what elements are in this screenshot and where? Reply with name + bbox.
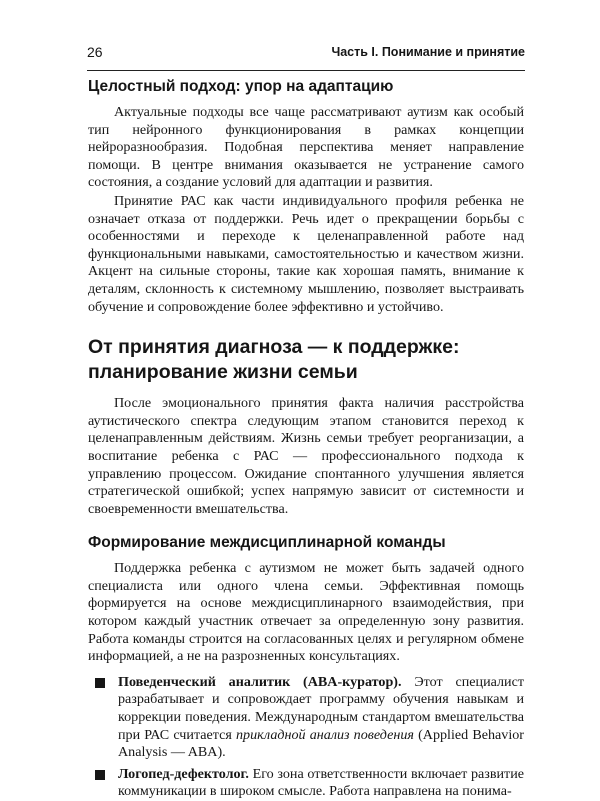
page-content <box>88 76 524 801</box>
list-item: Логопед-дефектолог. Его зона ответственности включает развитие коммуникации в широком смысле. Работа направлена на понима- <box>88 766 524 801</box>
paragraph: После эмоционального принятия факта наличия расстройства аутистического спектра следующим этапом становится переход к целенаправленным действиям. Жизнь семьи требует реорганизации, а воспитание ребенка с РАС — профессионального подхода к управлению процессом. Ожидание спонтанного улучшения является стратегической ошибкой; успех напрямую зависит от системности и своевременности вмешательства. <box>88 395 524 517</box>
paragraph: Принятие РАС как части индивидуального профиля ребенка не означает отказа от поддержки. Речь идет о прекращении борьбы с особенностями и переходе к целенаправленной работе над функциональными навыками, самостоятельностью и качеством жизни. Акцент на сильные стороны, такие как хорошая память, внимание к деталям, склонность к системному мышлению, позволяет выстраивать обучение и сопровождение более эффективно и устойчиво. <box>88 192 524 315</box>
list-item-term: Поведенческий аналитик (ABA-куратор). <box>118 673 402 690</box>
specialist-list <box>88 674 524 801</box>
page-number: 26 <box>87 44 103 60</box>
page-header <box>87 40 525 71</box>
paragraph: Актуальные подходы все чаще рассматривают аутизм как особый тип нейронного функционирования в рамках концепции нейроразнообразия. Подобная перспектива меняет направление помощи. В центре внимания оказывается не устранение самого состояния, а создание условий для адаптации и развития. <box>88 104 524 191</box>
running-head: Часть I. Понимание и принятие <box>331 45 525 59</box>
chapter-heading-line2: планирование жизни семьи <box>88 361 358 384</box>
square-bullet-icon <box>95 678 105 688</box>
section-heading-team: Формирование междисциплинарной команды <box>88 534 446 552</box>
section-heading-holistic: Целостный подход: упор на адаптацию <box>88 78 394 95</box>
list-item-term: Логопед-дефектолог. <box>118 765 249 782</box>
chapter-heading <box>88 335 524 385</box>
list-item: Поведенческий аналитик (ABA-куратор). Этот специалист разрабатывает и сопровождает программу обучения навыкам и коррекции поведения. Международным стандартом вмешательства при РАС считается прикладной анализ поведения (Applied Behavior Analysis — ABA). <box>88 674 524 762</box>
paragraph: Поддержка ребенка с аутизмом не может быть задачей одного специалиста или одного члена семьи. Эффективная помощь формируется на основе междисциплинарного взаимодействия, при котором каждый участник отвечает за определенную зону развития. Работа команды строится на согласованных целях и регулярном обмене информацией, а не на разрозненных консультациях. <box>88 560 524 665</box>
square-bullet-icon <box>95 770 105 780</box>
chapter-heading-line1: От принятия диагноза — к поддержке: <box>88 336 460 359</box>
